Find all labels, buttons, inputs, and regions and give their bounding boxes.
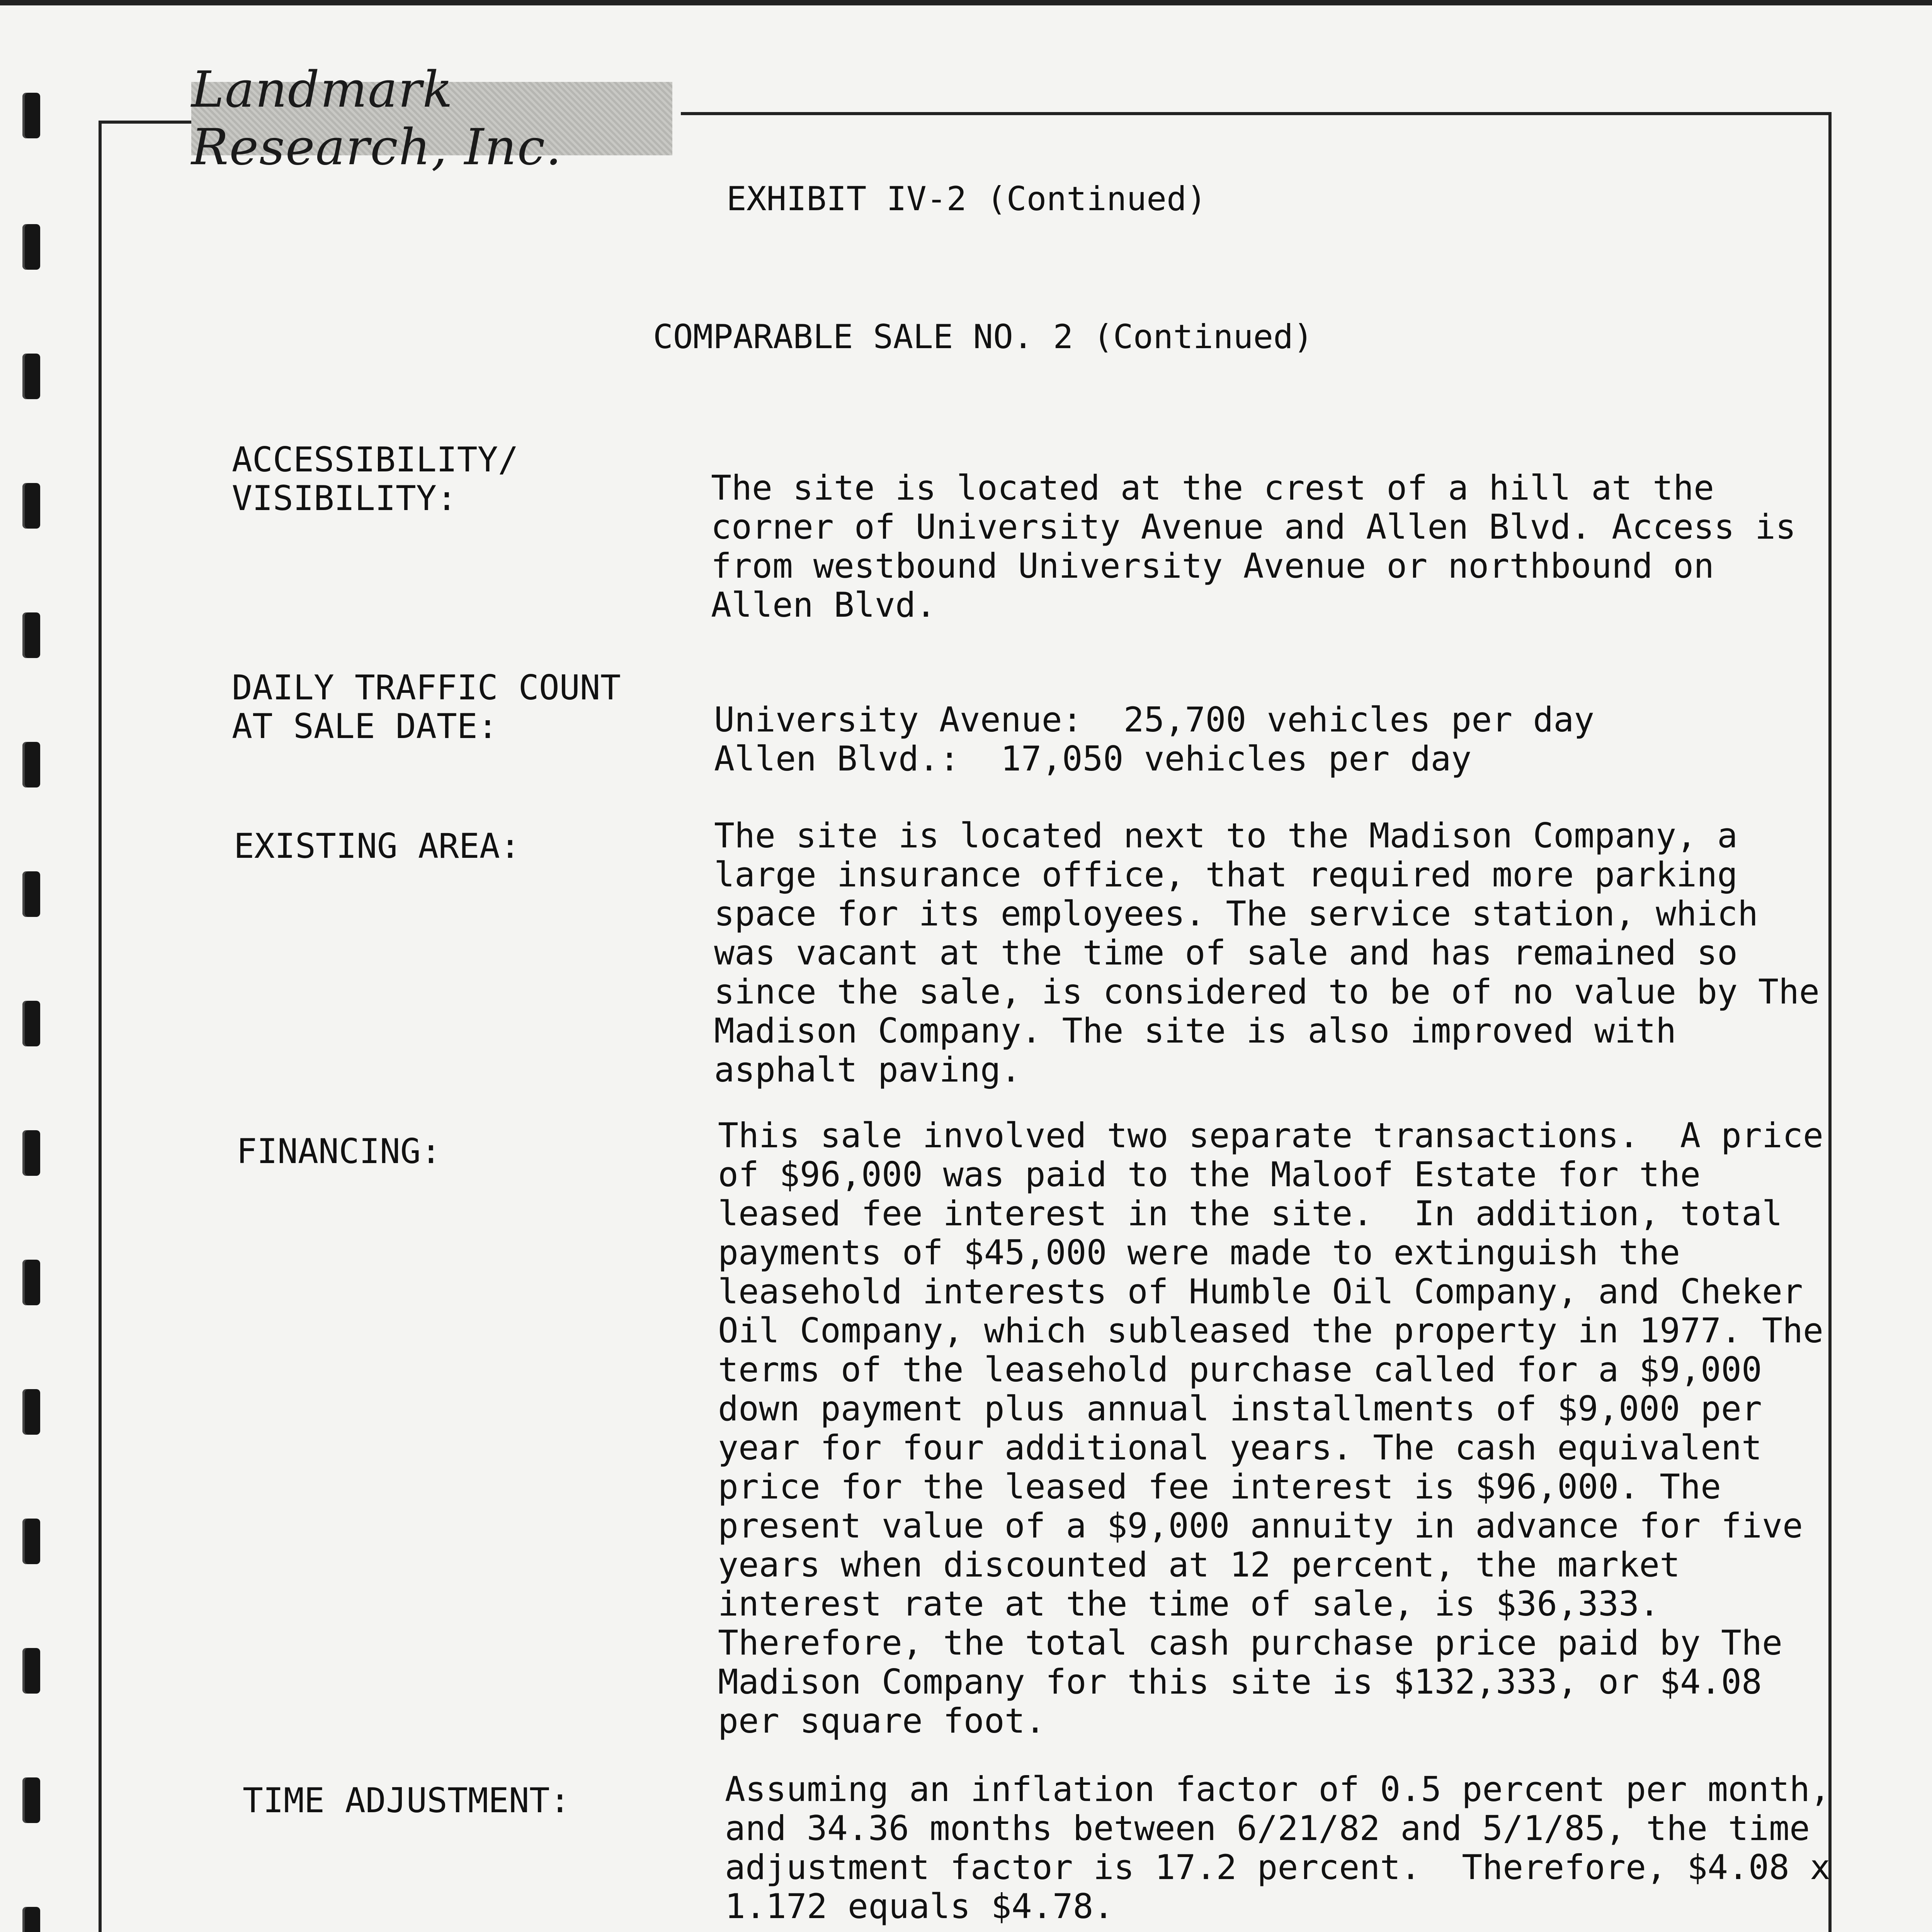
company-logo xyxy=(191,61,672,176)
binding-hole xyxy=(22,93,40,138)
frame-border xyxy=(681,112,1832,115)
frame-border xyxy=(1828,112,1832,1932)
binding-hole xyxy=(22,224,40,270)
binding-hole xyxy=(22,1777,40,1823)
binding-hole xyxy=(22,1519,40,1564)
binding-hole xyxy=(22,612,40,658)
binding-hole xyxy=(22,742,40,787)
binding-hole xyxy=(22,354,40,399)
frame-border xyxy=(99,121,199,124)
page-top-edge xyxy=(0,0,1932,5)
binding-hole xyxy=(22,483,40,529)
section-text-traffic: University Avenue: 25,700 vehicles per day Allen Blvd.: 17,050 vehicles per day xyxy=(714,700,1595,779)
exhibit-title: EXHIBIT IV-2 (Continued) xyxy=(726,180,1207,218)
binding-hole xyxy=(22,1648,40,1694)
binding-hole xyxy=(22,1907,40,1932)
binding-hole xyxy=(22,871,40,917)
binding-hole xyxy=(22,1260,40,1305)
logo-text: Landmark Research, Inc. xyxy=(191,61,562,176)
binding-hole xyxy=(22,1130,40,1176)
binding-hole xyxy=(22,1001,40,1046)
sale-title: COMPARABLE SALE NO. 2 (Continued) xyxy=(653,318,1313,356)
section-text-accessibility: The site is located at the crest of a hill at the corner of University Avenue and Allen Blvd. Access is from westbound University Avenue or northbound on Allen Blvd. xyxy=(711,468,1796,625)
section-text-existing-area: The site is located next to the Madison Company, a large insurance office, that required more parking space for its employees. The service station, which was vacant at the time of sale and has remained so since the sale, is considered to be of no value by The Madison Company. The site is also improved with asphalt paving. xyxy=(714,816,1820,1090)
section-label-traffic: DAILY TRAFFIC COUNT AT SALE DATE: xyxy=(232,668,621,746)
section-label-time-adjustment: TIME ADJUSTMENT: xyxy=(243,1781,570,1820)
section-label-financing: FINANCING: xyxy=(236,1131,441,1171)
section-text-financing: This sale involved two separate transactions. A price of $96,000 was paid to the Maloof Estate for the leased fee interest in the site. In addition, total payments of $45,000 were made to extinguish the leasehold interests of Humble Oil Company, and Cheker Oil Company, which subleased the property in 1977. The terms of the leasehold purchase called for a $9,000 down payment plus annual installments of $9,000 per year for four additional years. The cash equivalent price for the leased fee interest is $96,000. The present value of a $9,000 annuity in advance for five years when discounted at 12 percent, the market interest rate at the time of sale, is $36,333. Therefore, the total cash purchase price paid by The Madison Company for this site is $132,333, or $4.08 per square foot. xyxy=(718,1116,1823,1741)
frame-border xyxy=(99,121,102,1932)
binding-hole xyxy=(22,1389,40,1435)
section-label-existing-area: EXISTING AREA: xyxy=(234,826,520,866)
section-label-accessibility: ACCESSIBILITY/ VISIBILITY: xyxy=(232,440,519,518)
section-text-time-adjustment: Assuming an inflation factor of 0.5 percent per month, and 34.36 months between 6/21/82 and 5/1/85, the time adjustment factor is 17.2 percent. Therefore, $4.08 x 1.172 equals $4.78. xyxy=(725,1769,1830,1926)
